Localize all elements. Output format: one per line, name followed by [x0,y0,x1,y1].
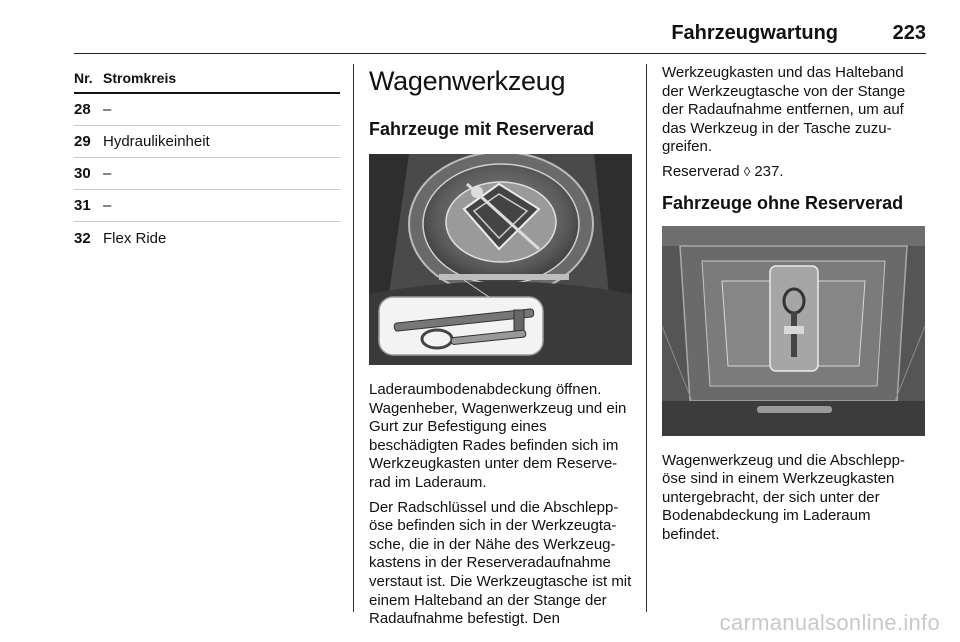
subheading-with-spare: Fahrzeuge mit Reserverad [369,119,595,139]
column-right [662,64,926,545]
row-number: 32 [74,229,91,247]
row-number: 28 [74,101,91,118]
column-middle [369,64,633,629]
column-divider-2 [646,64,647,612]
table-header [74,64,340,94]
reference-page[interactable]: 237. [754,162,784,180]
table-row [74,94,340,126]
paragraph-remove-toolbox: Werkzeugkasten und das Halteband der Werkzeugtasche von der Stange der Radaufnahme entfernen, um auf das Werkzeug in der Tasche zuzu-greifen. [662,64,906,156]
row-number: 30 [74,165,91,182]
paragraph-no-spare: Wagenwerkzeug und die Abschlepp-öse sind in einem Werkzeugkasten untergebracht, der sich unter der Bodenabdeckung im Laderaum befindet. [662,451,905,543]
row-circuit: Flex Ride [103,229,167,247]
table-row [74,222,340,254]
column-header-nr: Nr. [74,70,93,86]
toolbox-illustration [662,226,925,436]
fuse-table [74,64,340,254]
cross-reference [662,163,926,182]
spare-wheel-tools-illustration [369,154,632,365]
row-circuit: Hydraulikeinheit [103,133,210,150]
table-row [74,126,340,158]
page-header [74,20,926,54]
row-number: 29 [74,133,91,150]
column-divider-1 [353,64,354,612]
row-circuit: – [103,197,112,214]
row-number: 31 [74,197,91,214]
section-title: Fahrzeugwartung [671,22,838,44]
reference-label: Reserverad [662,162,740,180]
watermark: carmanualsonline.info [719,610,940,635]
section-heading: Wagenwerkzeug [369,66,566,96]
table-row [74,158,340,190]
page-number: 223 [892,22,926,44]
column-header-circuit: Stromkreis [103,70,177,86]
subheading-without-spare: Fahrzeuge ohne Reserverad [662,192,904,213]
reference-arrow-icon: ◊ [743,163,751,179]
paragraph-wrench-location: Der Radschlüssel und die Abschlepp-öse befinden sich in der Werkzeugta-sche, die in der Nähe des Werkzeug-kastens in der Reserveradaufnahme verstaut ist. Die Werkzeugtasche ist mit einem Halteband an der Stange der Radaufnahme befestigt. Den [369,498,632,628]
row-circuit: – [103,165,112,182]
paragraph-open-floor: Laderaumbodenabdeckung öffnen. Wagenheber, Wagenwerkzeug und ein Gurt zur Befestigung eines beschädigten Rades befinden sich im Werkzeugkasten unter dem Reserve-rad im Laderaum. [369,381,627,491]
row-circuit: – [103,101,112,118]
table-row [74,190,340,222]
